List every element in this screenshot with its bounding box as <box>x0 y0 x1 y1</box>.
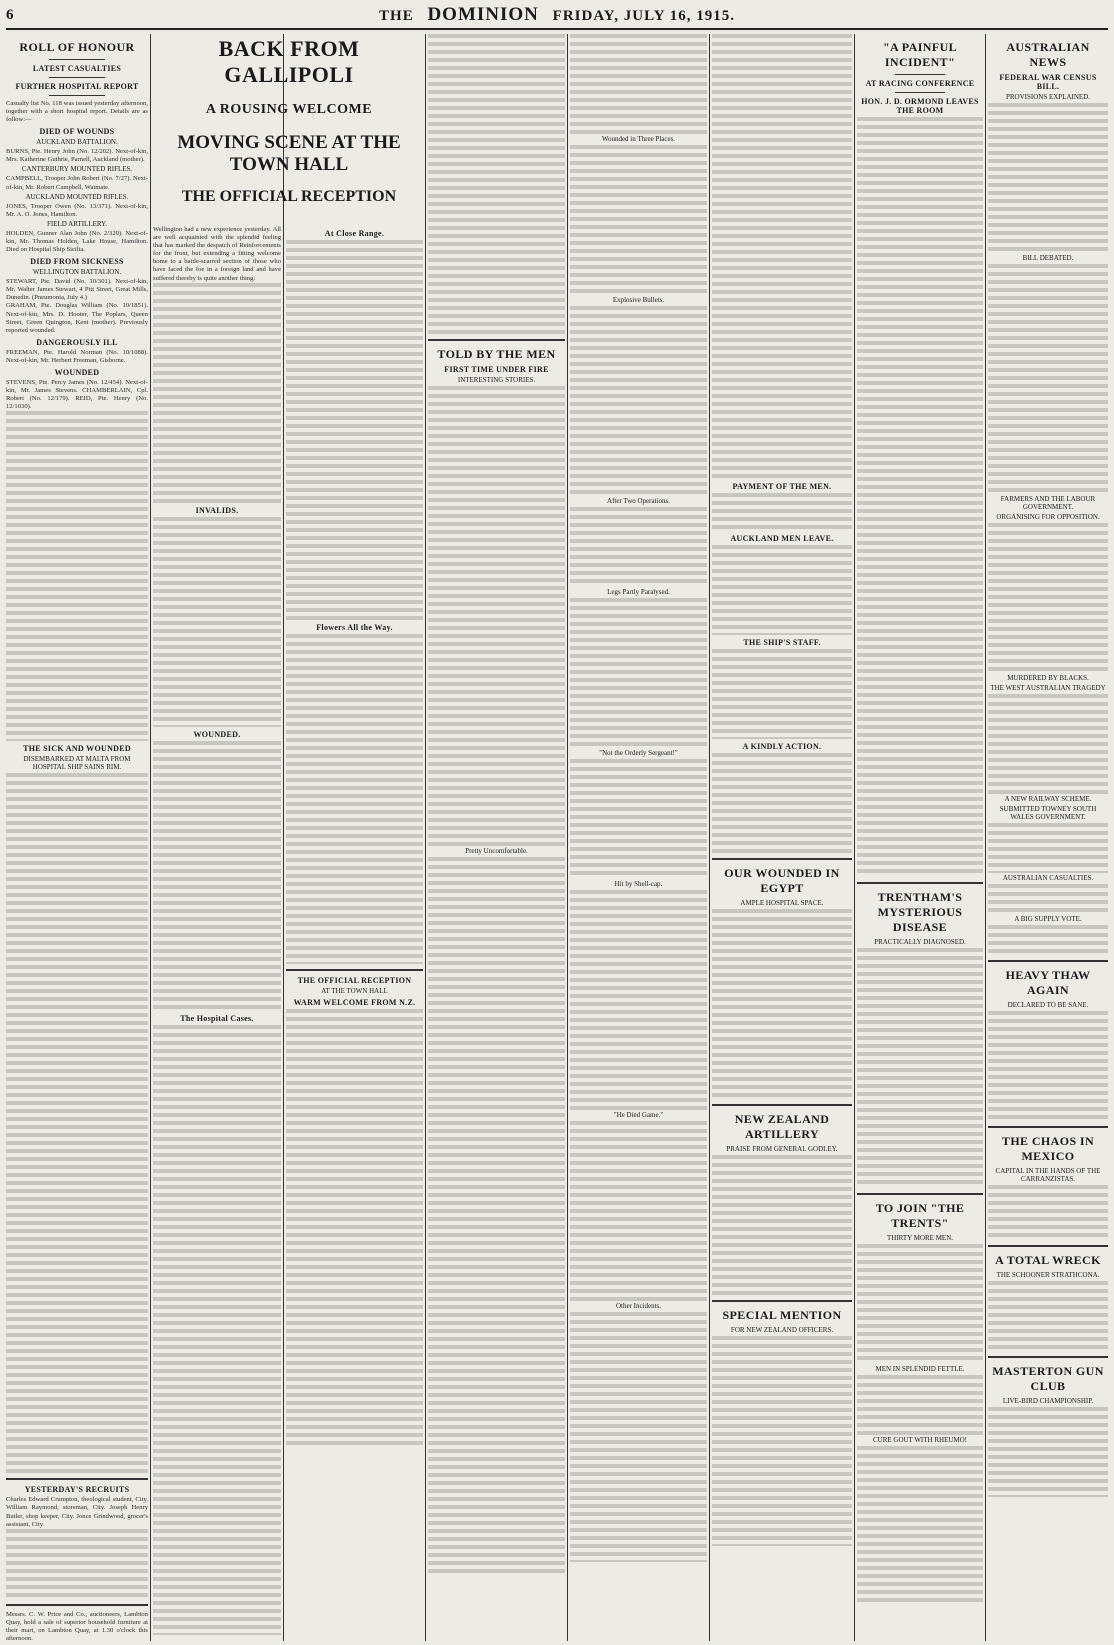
article-body <box>712 909 852 1099</box>
hit-shell-label: Hit by Shell-cap. <box>614 880 663 888</box>
article-body <box>988 925 1108 955</box>
ample-space-label: AMPLE HOSPITAL SPACE. <box>740 899 824 907</box>
farmers-label: FARMERS AND THE LABOUR GOVERNMENT. <box>1000 495 1096 511</box>
gun-club-heading: MASTERTON GUN CLUB <box>992 1364 1104 1393</box>
official-reception-subhead: THE OFFICIAL RECEPTION <box>181 188 397 205</box>
warm-welcome-label: WARM WELCOME FROM N.Z. <box>293 998 416 1007</box>
casualty-entry: STEVENS, Pte. Percy James (No. 12/454). Next-of-kin, Mr. James Stevens. CHAMBERLAIN, Cpl. Robert (No. 12/179). REID, Pte. Henry (No. 12/1030). <box>6 378 148 411</box>
article-body <box>153 1025 281 1635</box>
article-body <box>286 634 423 964</box>
article-body <box>988 1185 1108 1240</box>
article-body <box>286 1009 423 1449</box>
further-report-heading: FURTHER HOSPITAL REPORT <box>15 82 139 91</box>
provisions-label: PROVISIONS EXPLAINED. <box>1005 93 1090 101</box>
capital-label: CAPITAL IN THE HANDS OF THE CARRANZISTAS. <box>995 1167 1101 1183</box>
chaos-mexico-heading: THE CHAOS IN MEXICO <box>1001 1134 1095 1163</box>
cure-gout-label: CURE GOUT WITH RHEUMO! <box>872 1436 968 1444</box>
article-body <box>712 493 852 531</box>
railway-label: A NEW RAILWAY SCHEME. <box>1004 795 1092 803</box>
tragedy-label: THE WEST AUSTRALIAN TRAGEDY <box>990 684 1106 692</box>
ormond-leaves-label: HON. J. D. ORMOND LEAVES THE ROOM <box>861 97 979 115</box>
article-body <box>570 507 707 587</box>
nz-artillery-heading: NEW ZEALAND ARTILLERY <box>734 1112 830 1141</box>
article-body <box>857 117 983 877</box>
article-body <box>153 741 281 1011</box>
article-body <box>570 890 707 1110</box>
supply-vote-label: A BIG SUPPLY VOTE. <box>1014 915 1082 923</box>
article-body <box>857 1375 983 1435</box>
column-rule <box>567 34 568 1641</box>
schooner-label: THE SCHOONER STRATHCONA. <box>996 1271 1100 1279</box>
died-from-sickness-heading: DIED FROM SICKNESS <box>30 257 124 267</box>
other-incidents-label: Other Incidents. <box>615 1302 662 1310</box>
article-body <box>570 759 707 879</box>
total-wreck-heading: A TOTAL WRECK <box>995 1253 1101 1267</box>
article-body <box>286 240 423 620</box>
article-body <box>857 948 983 1188</box>
masthead-title <box>6 4 1108 26</box>
wounded-three-label: Wounded in Three Places. <box>601 135 676 143</box>
column-gallipoli-b <box>286 226 423 1641</box>
intro-text: Casualty list No. 118 was issued yesterday afternoon, together with a short hospital report. Details are as follow:— <box>6 100 148 124</box>
trentham-heading: TRENTHAM'S MYSTERIOUS DISEASE <box>877 890 963 934</box>
painful-incident-heading: "A PAINFUL INCIDENT" <box>882 40 958 69</box>
casualty-entry: CAMPBELL, Trooper John Robert (No. 7/27). Next-of-kin, Mr. Robert Campbell, Waimate. <box>6 175 148 191</box>
column-gallipoli-a <box>153 226 281 1641</box>
australian-news-heading: AUSTRALIAN NEWS <box>1006 40 1090 69</box>
casualty-entry: BURNS, Pte. Henry John (No. 12/202). Next-of-kin, Mrs. Katherine Guthrie, Parnell, Auckland (mother). <box>6 148 148 164</box>
organising-label: ORGANISING FOR OPPOSITION. <box>996 513 1100 521</box>
article-body <box>712 545 852 635</box>
masthead <box>6 4 1108 30</box>
masthead-date: FRIDAY, JULY 16, 1915. <box>552 8 735 24</box>
masthead-name: DOMINION <box>427 4 539 25</box>
column-roll-of-honour <box>6 34 148 1641</box>
casualty-list-body <box>6 411 148 741</box>
sick-and-wounded-heading: THE SICK AND WOUNDED <box>23 744 131 754</box>
splendid-fettle-label: MEN IN SPLENDID FETTLE. <box>875 1365 965 1373</box>
article-body <box>570 1312 707 1562</box>
aus-casualties-label: AUSTRALIAN CASUALTIES. <box>1002 874 1094 882</box>
casualty-entry: HOLDEN, Gunner Alan John (No. 2/320). Next-of-kin, Mr. Thomas Holden, Lake House, Hamilton. Died on Hospital Ship Sicilia. <box>6 229 148 254</box>
close-range-label: At Close Range. <box>324 229 385 238</box>
field-artillery-label: FIELD ARTILLERY. <box>46 219 108 228</box>
racing-conference-label: AT RACING CONFERENCE <box>865 79 975 88</box>
auckland-leave-heading: AUCKLAND MEN LEAVE. <box>730 534 834 543</box>
special-mention-heading: SPECIAL MENTION <box>722 1308 842 1322</box>
practically-label: PRACTICALLY DIAGNOSED. <box>874 938 966 946</box>
article-body <box>153 517 281 727</box>
column-wounded-stories <box>570 34 707 1641</box>
flowers-label: Flowers All the Way. <box>316 623 393 632</box>
wounded-heading: WOUNDED <box>54 367 100 377</box>
live-bird-label: LIVE-BIRD CHAMPIONSHIP. <box>1002 1397 1094 1405</box>
roll-of-honour-heading: ROLL OF HONOUR <box>19 40 135 54</box>
page-number: 6 <box>6 7 14 23</box>
column-rule <box>985 34 986 1641</box>
column-payment-egypt <box>712 34 852 1641</box>
heavy-thaw-heading: HEAVY THAW AGAIN <box>1005 968 1091 997</box>
egypt-heading: OUR WOUNDED IN EGYPT <box>724 866 840 895</box>
orderly-label: "Not the Orderly Sergeant!" <box>599 749 678 757</box>
legs-label: Legs Partly Paralysed. <box>607 588 670 596</box>
masthead-the: THE <box>379 8 414 24</box>
column-rule <box>425 34 426 1641</box>
article-body <box>570 145 707 295</box>
casualty-entry: GRAHAM, Pte. Douglas William (No. 10/1851). Next-of-kin, Mrs. D. Hooter, The Poplars, Queen Street, Green Quington, Kent (mother). Previously reported wounded. <box>6 302 148 334</box>
article-body <box>428 34 565 334</box>
hospital-cases-label: The Hospital Cases. <box>180 1013 254 1023</box>
rousing-welcome-subhead: A ROUSING WELCOME <box>205 102 373 117</box>
article-body <box>988 1281 1108 1351</box>
main-headline: BACK FROM GALLIPOLI <box>218 36 360 87</box>
canterbury-rifles-label: CANTERBURY MOUNTED RIFLES. <box>21 165 133 174</box>
to-join-heading: TO JOIN "THE TRENTS" <box>875 1201 965 1230</box>
casualty-entry: FREEMAN, Pte. Harold Norman (No. 10/1088). Next-of-kin, Mr. Herbert Freeman, Gisborne. <box>6 348 148 364</box>
auckland-rifles-label: AUCKLAND MOUNTED RIFLES. <box>25 192 129 201</box>
column-australian-news <box>988 34 1108 1641</box>
article-body <box>570 1121 707 1301</box>
article-body <box>988 884 1108 914</box>
thirty-men-label: THIRTY MORE MEN. <box>886 1234 953 1242</box>
payment-heading: PAYMENT OF THE MEN. <box>732 482 832 491</box>
column-rule <box>709 34 710 1641</box>
article-body <box>988 1011 1108 1121</box>
article-body <box>570 598 707 748</box>
article-body <box>570 34 707 134</box>
dangerously-ill-heading: DANGEROUSLY ILL <box>36 337 118 347</box>
declared-sane-label: DECLARED TO BE SANE. <box>1007 1001 1089 1009</box>
invalids-label: INVALIDS. <box>195 505 239 515</box>
bill-debated-label: BILL DEBATED. <box>1022 254 1074 262</box>
casualty-entry: STEWART, Pte. David (No. 10/301). Next-of-kin, Mr. Walter James Stewart, 4 Pitt Street, Great Mills, Dunedin. (Pneumonia, July 4.) <box>6 278 148 302</box>
gallipoli-headline-block <box>156 36 422 206</box>
recruits-text: Charles Edward Crumpton, theological student, City. William Raymond, storeman, City. Joseph Henry Butler, shop keeper, City. Jonce Grindwood, grocer's assistant, City. <box>6 1496 148 1528</box>
article-body <box>988 264 1108 494</box>
pretty-uncomfortable-label: Pretty Uncomfortable. <box>465 847 528 855</box>
town-hall-subhead: MOVING SCENE AT THE TOWN HALL <box>177 132 401 175</box>
hospital-list-body <box>6 773 148 1473</box>
explosive-label: Explosive Bullets. <box>612 296 665 304</box>
article-body <box>988 694 1108 794</box>
auckland-battalion-label: AUCKLAND BATTALION. <box>36 138 118 147</box>
advert-body <box>857 1446 983 1606</box>
casualty-entry: JONES, Trooper Owen (No. 13/371). Next-of-kin, Mr. A. O. Jones, Hamilton. <box>6 202 148 218</box>
article-body <box>988 1407 1108 1497</box>
disembarked-label: DISEMBARKED AT MALTA FROM HOSPITAL SHIP SAINS RIM. <box>23 755 131 772</box>
town-hall-label: AT THE TOWN HALL <box>321 987 388 995</box>
kindly-action-heading: A KINDLY ACTION. <box>742 742 822 751</box>
article-body <box>988 823 1108 873</box>
war-census-label: FEDERAL WAR CENSUS BILL. <box>999 73 1097 91</box>
official-reception-heading: THE OFFICIAL RECEPTION <box>297 976 412 985</box>
first-time-heading: FIRST TIME UNDER FIRE <box>444 365 549 374</box>
column-told-by-men <box>428 34 565 1641</box>
died-of-wounds-heading: DIED OF WOUNDS <box>39 127 115 137</box>
article-body <box>712 1155 852 1295</box>
told-by-men-heading: TOLD BY THE MEN <box>437 347 556 361</box>
lead-paragraph: Wellington had a new experience yesterday. All are well acquainted with the splendid feeling that has marked the despatch of Reinforcements for the front, but extending a fitting welcome home to a battle-scarred section of those who have faced the foe in a foreign land and have suffered thereby is quite another thing. <box>153 226 281 282</box>
article-body <box>712 649 852 739</box>
article-body <box>428 857 565 1577</box>
article-body <box>712 1336 852 1546</box>
murdered-label: MURDERED BY BLACKS. <box>1007 674 1089 682</box>
ships-staff-heading: THE SHIP'S STAFF. <box>743 638 821 647</box>
wounded-label: WOUNDED. <box>193 729 241 739</box>
article-body <box>857 1244 983 1364</box>
column-rule <box>150 34 151 1641</box>
latest-casualties-heading: LATEST CASUALTIES <box>32 64 122 73</box>
column-rule <box>283 34 284 1641</box>
column-rule <box>854 34 855 1641</box>
after-two-label: After Two Operations. <box>607 497 670 505</box>
interesting-stories-label: INTERESTING STORIES. <box>457 376 536 384</box>
recruits-body <box>6 1529 148 1599</box>
for-officers-label: FOR NEW ZEALAND OFFICERS. <box>730 1326 834 1334</box>
column-racing-trentham <box>857 34 983 1641</box>
article-body <box>712 753 852 853</box>
auction-notice: Messrs. C. W. Price and Co., auctioneers, Lambton Quay, hold a sale of superior household furniture at their mart, on Lambton Quay, at 1.30 o'clock this afternoon. <box>6 1610 148 1641</box>
newspaper-page <box>6 4 1108 1641</box>
article-body <box>428 386 565 846</box>
submitted-label: SUBMITTED TOWNEY SOUTH WALES GOVERNMENT. <box>999 805 1097 821</box>
article-body <box>988 103 1108 253</box>
wellington-battalion-label: WELLINGTON BATTALION. <box>32 268 122 277</box>
died-game-label: "He Died Game." <box>613 1111 664 1119</box>
recruits-heading: YESTERDAY'S RECRUITS <box>24 1485 130 1495</box>
article-body <box>988 523 1108 673</box>
praise-label: PRAISE FROM GENERAL GODLEY. <box>726 1145 838 1153</box>
article-body <box>712 34 852 479</box>
article-body <box>570 306 707 496</box>
article-body <box>153 283 281 503</box>
